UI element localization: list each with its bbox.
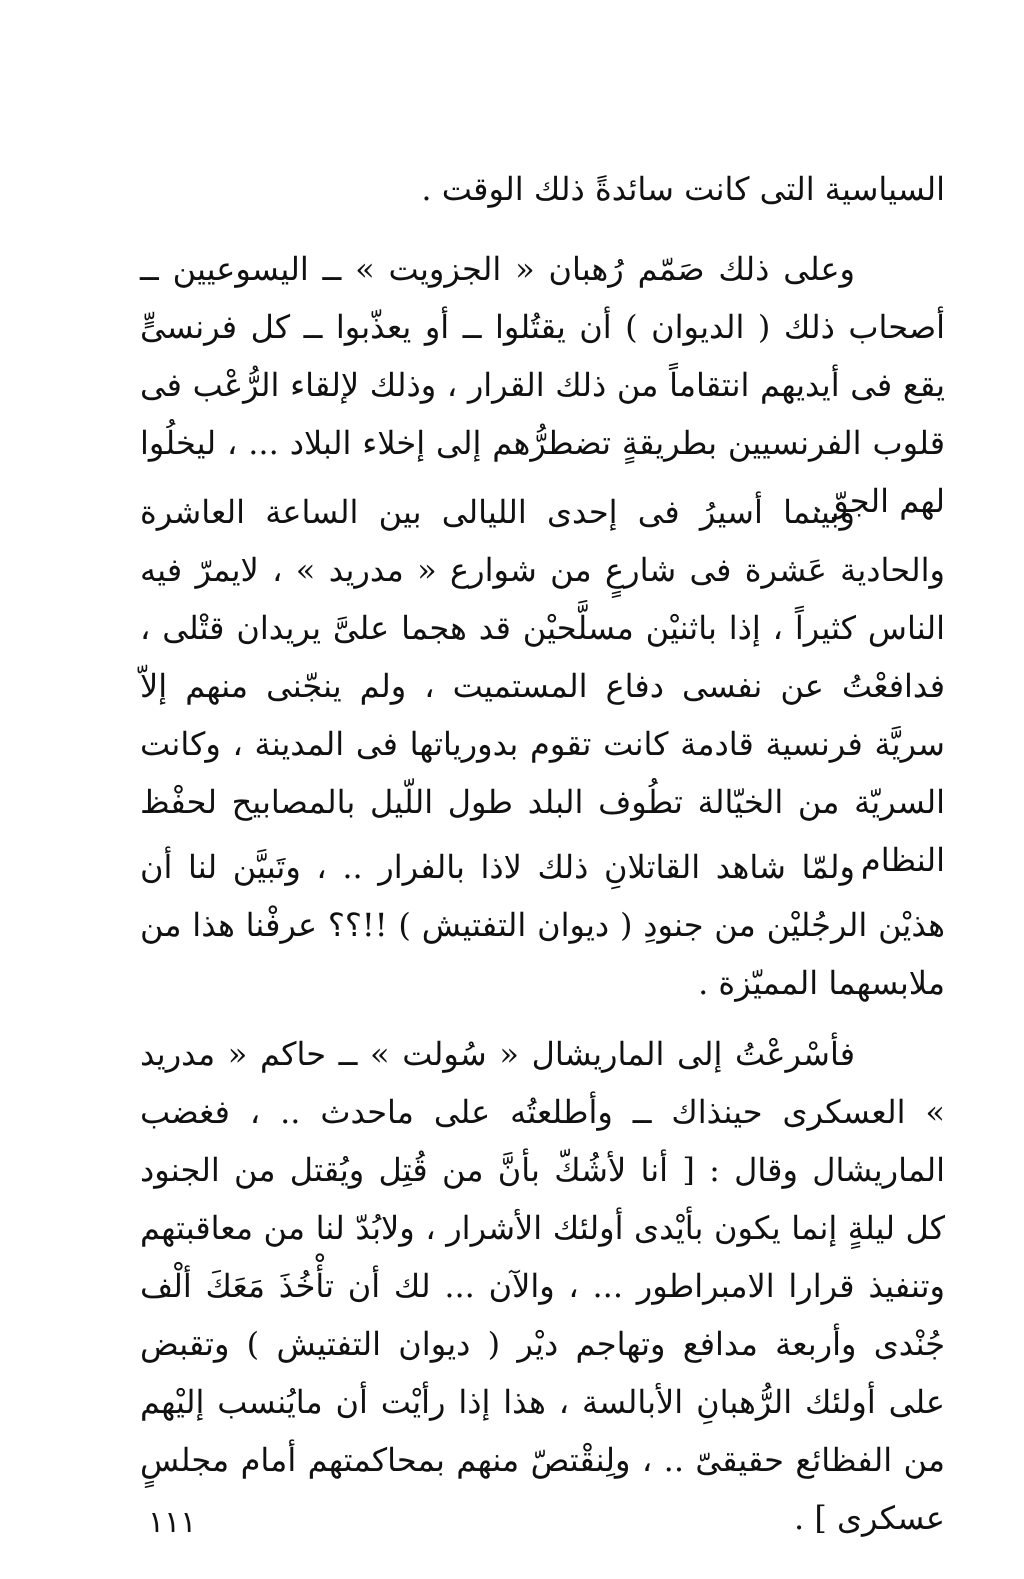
paragraph-jesuits-decision: وعلى ذلك صَمّم رُهبان « الجزويت » ــ اليسوعيين ــ أصحاب ذلك ( الديوان ) أن يقتُلوا ــ أو يعذّبوا ــ كل فرنسىٍّ يقع فى أيديهم انتقاماً من ذلك القرار ، وذلك لإلقاء الرُّعْب فى قلوب الفرنسيين بطريقةٍ تضطرُّهم إلى إخلاء البلاد ... ، ليخلُوا لهم الجوّ . [140, 250, 946, 520]
paragraph-night-attack: وبينما أسيرُ فى إحدى الليالى بين الساعة العاشرة والحادية عَشرة فى شارعٍ من شوارع « مدريد » ، لايمرّ فيه الناس كثيراً ، إذا باثنيْن مسلَّحيْن قد هجما علىَّ يريدان قتْلى ، فدافعْتُ عن نفسى دفاع المستميت ، ولم ينجّنى منهم إلاّ سريَّة فرنسية قادمة كانت تقوم بدورياتها فى المدينة ، وكانت السريّة من الخيّالة تطُوف البلد طول اللّيل بالمصابيح لحفْظ النظام . [140, 493, 945, 879]
paragraph-marshal-soult: فأسْرعْتُ إلى الماريشال « سُولت » ــ حاكم « مدريد » العسكرى حينذاك ــ وأطلعتُه على ماحدث .. ، فغضب الماريشال وقال : [ أنا لأشُكّ بأنَّ من قُتِل ويُقتل من الجنود كل ليلةٍ إنما يكون بأيْدى أولئك الأشرار ، ولابُدّ لنا من معاقبتهم وتنفيذ قرارا الامبراطور ... ، والآن ... لك أن تأْخُذَ مَعَكَ ألْف جُنْدى وأربعة مدافع وتهاجم ديْر ( ديوان التفتيش ) وتقبض على أولئك الرُّهبانِ الأبالسة ، هذا إذا رأيْت أن مايُنسب إليْهم من الفظائع حقيقىّ .. ، ولِنقْتصّ منهم بمحاكمتهم أمام مجلسٍ عسكرى ] . [140, 1035, 946, 1537]
page-number: ١١١ [148, 1505, 197, 1540]
paragraph-continuation: السياسية التى كانت سائدةً ذلك الوقت . [421, 170, 945, 208]
paragraph-attackers-flee: ولمّا شاهد القاتلانِ ذلك لاذا بالفرار .. ، وتَبيَّن لنا أن هذيْن الرجُليْن من جنودِ ( ديوان التفتيش ) !!؟؟ عرفْنا هذا من ملابسهما المميّزة . [140, 848, 945, 1002]
